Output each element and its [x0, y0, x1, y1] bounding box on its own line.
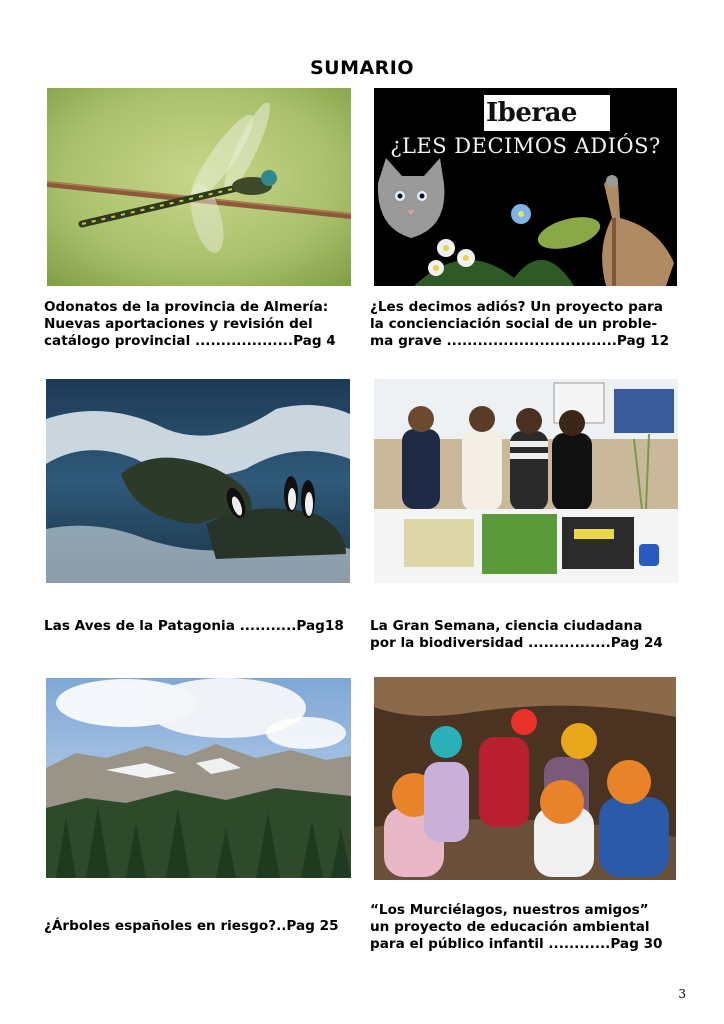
- caption-line: Las Aves de la Patagonia ...........Pag18: [44, 618, 344, 634]
- campaign-headline: ¿LES DECIMOS ADIÓS?: [390, 134, 661, 158]
- caption-line: catálogo provincial ...................Pag 4: [44, 333, 336, 349]
- caption-line: un proyecto de educación ambiental: [370, 919, 650, 935]
- page-number: 3: [678, 987, 686, 1001]
- dragonfly-photo: [47, 88, 351, 286]
- caption-line: La Gran Semana, ciencia ciudadana: [370, 618, 643, 634]
- gran-semana-photo: [374, 379, 678, 583]
- caption-line: ¿Les decimos adiós? Un proyecto para: [370, 299, 663, 315]
- caption-line: por la biodiversidad ................Pag 24: [370, 635, 663, 651]
- article-caption-aves-patagonia: [44, 618, 354, 635]
- article-caption-gran-semana: [370, 618, 680, 652]
- page-title: SUMARIO: [309, 57, 415, 79]
- caption-line: para el público infantil ............Pag 30: [370, 936, 663, 952]
- penguins-photo: [46, 379, 350, 583]
- article-caption-arboles-riesgo: [44, 918, 354, 935]
- article-caption-odonatos: [44, 299, 354, 350]
- caption-line: Nuevas aportaciones y revisión del: [44, 316, 313, 332]
- article-caption-les-decimos-adios: [370, 299, 680, 350]
- iberae-campaign-image: [374, 88, 677, 286]
- caption-line: ma grave .................................Pag 12: [370, 333, 670, 349]
- caption-line: ¿Árboles españoles en riesgo?..Pag 25: [44, 918, 339, 934]
- mountain-forest-photo: [46, 678, 351, 878]
- article-caption-murcielagos: [370, 902, 680, 953]
- caption-line: Odonatos de la provincia de Almería:: [44, 299, 329, 315]
- caption-line: la concienciación social de un proble-: [370, 316, 658, 332]
- caption-line: “Los Murciélagos, nuestros amigos”: [370, 902, 649, 918]
- iberae-logo: Iberae: [484, 95, 610, 131]
- cave-children-photo: [374, 677, 676, 880]
